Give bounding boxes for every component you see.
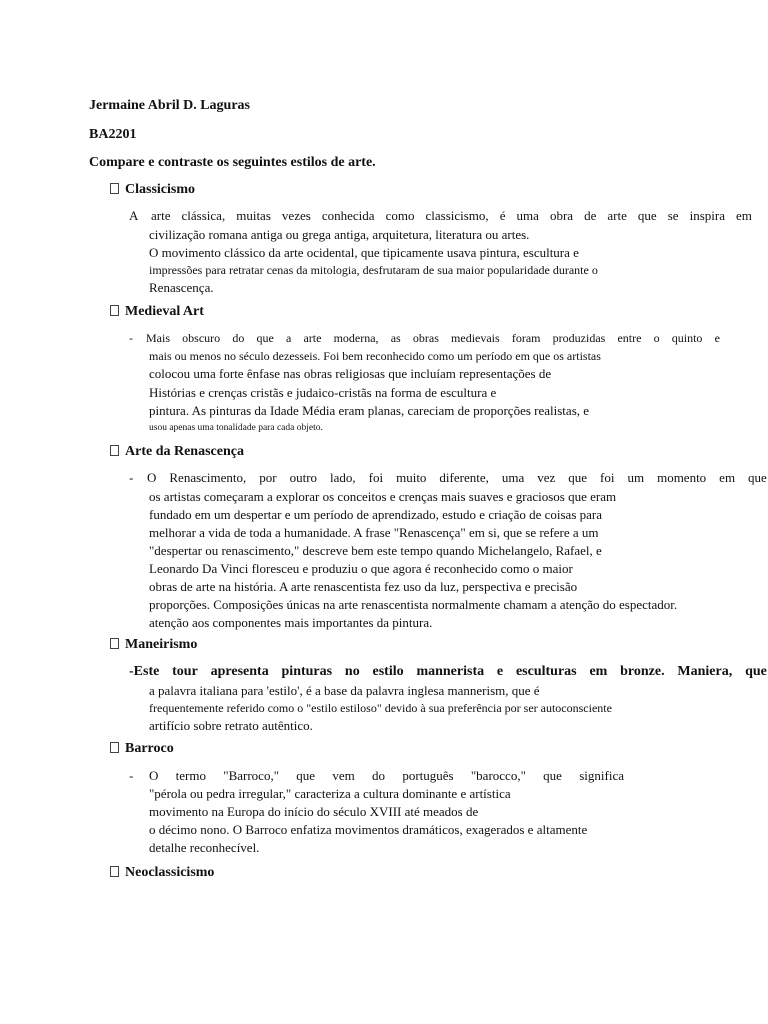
- section-heading-renascenca: [110, 444, 244, 460]
- word: quinto: [671, 331, 703, 345]
- paragraph-line: "despertar ou renascimento," descreve bem este tempo quando Michelangelo, Rafael, e: [149, 543, 602, 558]
- word: pinturas: [281, 664, 333, 679]
- word: arte: [607, 208, 627, 223]
- paragraph-line: civilização romana antiga ou grega antiga, arquitetura, literatura ou artes.: [149, 227, 530, 242]
- word: muitas: [236, 208, 271, 223]
- word: Mais: [146, 331, 170, 345]
- word: produzidas: [552, 331, 606, 345]
- word: que: [296, 768, 316, 783]
- word: clássica,: [181, 208, 226, 223]
- word: -Este: [129, 664, 160, 679]
- section-heading-text: Maneirismo: [125, 637, 198, 652]
- justified-line: [146, 330, 720, 346]
- word: diferente,: [439, 470, 489, 485]
- word: vezes: [281, 208, 311, 223]
- word: termo: [175, 768, 206, 783]
- word: em: [736, 208, 752, 223]
- section-heading-text: Barroco: [125, 741, 174, 756]
- word: mannerista: [416, 664, 485, 679]
- word: inspira: [689, 208, 725, 223]
- paragraph-line: o décimo nono. O Barroco enfatiza movimentos dramáticos, exagerados e altamente: [149, 822, 588, 837]
- word: moderna,: [333, 331, 379, 345]
- word: vez: [537, 470, 556, 485]
- paragraph-line: frequentemente referido como o "estilo estiloso" devido à sua preferência por ser autoconsciente: [149, 701, 612, 715]
- word: uma: [516, 208, 539, 223]
- checkbox-icon: [110, 638, 119, 649]
- checkbox-icon: [110, 183, 119, 194]
- word: as: [390, 331, 401, 345]
- word: esculturas: [515, 664, 577, 679]
- word: momento: [657, 470, 707, 485]
- list-dash: -: [129, 470, 134, 485]
- word: medievais: [451, 331, 500, 345]
- word: foi: [368, 470, 384, 485]
- word: do: [232, 331, 245, 345]
- word: como: [385, 208, 415, 223]
- paragraph-line: colocou uma forte ênfase nas obras religiosas que incluíam representações de: [149, 366, 552, 381]
- checkbox-icon: [110, 305, 119, 316]
- word: O: [149, 768, 159, 783]
- word: arte: [151, 208, 171, 223]
- word: em: [589, 664, 608, 679]
- word: que: [568, 470, 588, 485]
- paragraph-line: Histórias e crenças cristãs e judaico-cristãs na forma de escultura e: [149, 385, 497, 400]
- word: muito: [396, 470, 427, 485]
- paragraph-line: melhorar a vida de toda a humanidade. A frase "Renascença" em si, que se refere a um: [149, 525, 599, 540]
- paragraph-line: mais ou menos no século dezesseis. Foi bem reconhecido como um período em que os artistas: [149, 349, 601, 363]
- paragraph-marker: A: [129, 208, 139, 223]
- word: apresenta: [210, 664, 269, 679]
- paragraph-line: atenção aos componentes mais importantes da pintura.: [149, 615, 433, 630]
- word: por: [259, 470, 277, 485]
- paragraph-line: detalhe reconhecível.: [149, 840, 260, 855]
- paragraph-line: artifício sobre retrato autêntico.: [149, 718, 313, 733]
- list-dash: -: [129, 331, 133, 345]
- word: bronze.: [620, 664, 665, 679]
- word: Maniera,: [677, 664, 733, 679]
- word: de: [584, 208, 597, 223]
- assignment-prompt: Compare e contraste os seguintes estilos de arte.: [89, 155, 376, 170]
- word: um: [627, 470, 645, 485]
- word: a: [285, 331, 292, 345]
- checkbox-icon: [110, 866, 119, 877]
- word: uma: [501, 470, 525, 485]
- word: entre: [617, 331, 642, 345]
- section-heading-barroco: [110, 741, 174, 757]
- word: tour: [172, 664, 198, 679]
- word: foi: [600, 470, 615, 485]
- word: é: [499, 208, 506, 223]
- paragraph-line: "pérola ou pedra irregular," caracteriza a cultura dominante e artística: [149, 786, 511, 801]
- paragraph-line: O movimento clássico da arte ocidental, que tipicamente usava pintura, escultura e: [149, 245, 579, 260]
- word: no: [344, 664, 360, 679]
- word: que: [637, 208, 657, 223]
- paragraph-line: a palavra italiana para 'estilo', é a base da palavra inglesa mannerism, que é: [149, 683, 540, 698]
- word: foram: [511, 331, 541, 345]
- word: "Barroco,": [223, 768, 280, 783]
- word: que: [745, 664, 767, 679]
- word: outro: [289, 470, 318, 485]
- paragraph-line: pintura. As pinturas da Idade Média eram planas, careciam de proporções realistas, e: [149, 403, 590, 418]
- section-heading-maneirismo: [110, 637, 197, 653]
- course-code: BA2201: [89, 127, 137, 142]
- word: e: [714, 331, 720, 345]
- word: arte: [303, 331, 322, 345]
- word: obras: [412, 331, 439, 345]
- paragraph-line: usou apenas uma tonalidade para cada objeto.: [149, 423, 323, 433]
- word: em: [719, 470, 736, 485]
- checkbox-icon: [110, 742, 119, 753]
- section-heading-text: Medieval Art: [125, 304, 204, 319]
- word: que: [748, 470, 767, 485]
- word: obra: [549, 208, 574, 223]
- word: obscuro: [182, 331, 221, 345]
- paragraph-line: proporções. Composições únicas na arte renascentista normalmente chamam a atenção do espectador.: [149, 597, 678, 612]
- paragraph-line: movimento na Europa do início do século XVIII até meados de: [149, 804, 479, 819]
- paragraph-line: impressões para retratar cenas da mitologia, desfrutaram de sua maior popularidade durante o: [149, 263, 598, 277]
- paragraph-line: Renascença.: [149, 280, 214, 295]
- justified-line: [151, 208, 752, 224]
- word: "barocco,": [470, 768, 526, 783]
- word: Renascimento,: [169, 470, 247, 485]
- justified-line: [149, 768, 624, 784]
- word: que: [256, 331, 274, 345]
- section-heading-text: Arte da Renascença: [125, 444, 244, 459]
- checkbox-icon: [110, 445, 119, 456]
- section-heading-neoclassicismo: [110, 865, 214, 881]
- word: lado,: [330, 470, 356, 485]
- paragraph-line: fundado em um despertar e um período de aprendizado, estudo e criação de coisas para: [149, 507, 603, 522]
- list-dash: -: [129, 768, 134, 783]
- paragraph-line: Leonardo Da Vinci floresceu e produziu o que agora é reconhecido como o maior: [149, 561, 573, 576]
- word: o: [653, 331, 660, 345]
- word: estilo: [372, 664, 404, 679]
- paragraph-line: os artistas começaram a explorar os conceitos e crenças mais suaves e graciosos que eram: [149, 489, 617, 504]
- word: vem: [332, 768, 355, 783]
- word: O: [147, 470, 157, 485]
- justified-line: [129, 664, 767, 680]
- section-heading-medieval-art: [110, 304, 204, 320]
- section-heading-classicismo: [110, 182, 195, 198]
- word: português: [402, 768, 454, 783]
- word: e: [496, 664, 504, 679]
- justified-line: [147, 470, 767, 486]
- word: conhecida: [321, 208, 375, 223]
- section-heading-text: Neoclassicismo: [125, 865, 215, 880]
- section-heading-text: Classicismo: [125, 182, 195, 197]
- word: que: [543, 768, 562, 783]
- author-name: Jermaine Abril D. Laguras: [89, 98, 250, 113]
- paragraph-line: obras de arte na história. A arte renascentista fez uso da luz, perspectiva e precisão: [149, 579, 578, 594]
- word: classicismo,: [425, 208, 489, 223]
- word: significa: [579, 768, 624, 783]
- word: se: [667, 208, 679, 223]
- word: do: [372, 768, 386, 783]
